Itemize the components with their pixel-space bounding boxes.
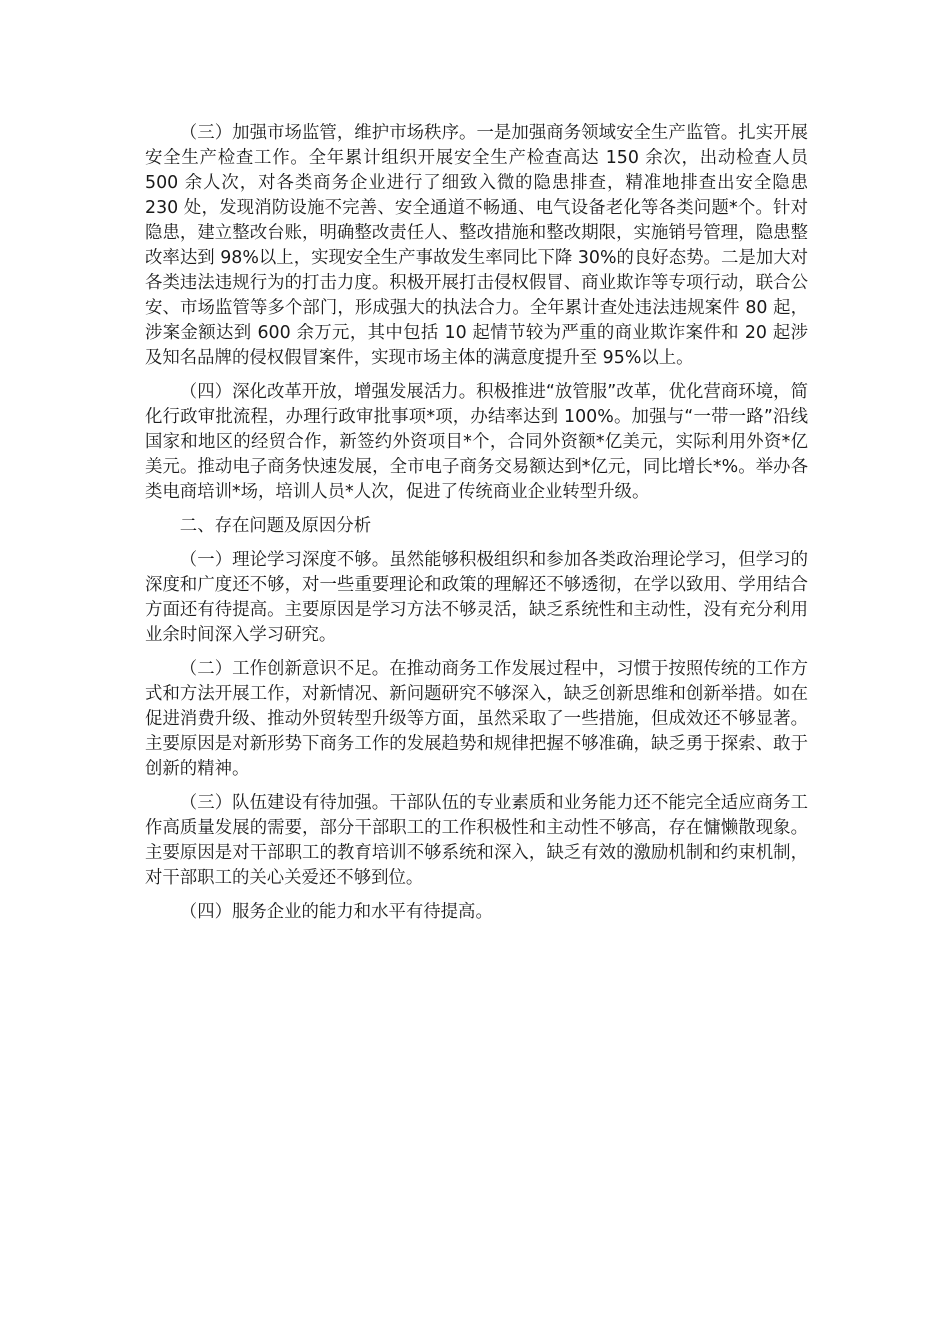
paragraph-service-enterprise: （四）服务企业的能力和水平有待提高。 bbox=[179, 902, 493, 922]
paragraph-innovation: （二）工作创新意识不足。在推动商务工作发展过程中，习惯于按照传统的工作方式和方法开展工作，对新情况、新问题研究不够深入，缺乏创新思维和创新举措。如在促进消费升级、推动外贸转型升级等方面，虽然采取了一些措施，但成效还不够显著。主要原因是对新形势下商务工作的发展趋势和规律把握不够准确，缺乏勇于探索、敢于创新的精神。 bbox=[145, 659, 808, 779]
document-page bbox=[145, 121, 814, 934]
section-heading-problems: 二、存在问题及原因分析 bbox=[179, 516, 372, 536]
paragraph-reform-opening: （四）深化改革开放，增强发展活力。积极推进“放管服”改革，优化营商环境，简化行政审批流程，办理行政审批事项*项，办结率达到 100%。加强与“一带一路”沿线国家和地区的经贸合作，新签约外资项目*个，合同外资额*亿美元，实际利用外资*亿美元。推动电子商务快速发展，全市电子商务交易额达到*亿元，同比增长*%。举办各类电商培训*场，培训人员*人次，促进了传统商业企业转型升级。 bbox=[145, 382, 808, 502]
paragraph-market-supervision: （三）加强市场监管，维护市场秩序。一是加强商务领域安全生产监管。扎实开展安全生产检查工作。全年累计组织开展安全生产检查高达 150 余次，出动检查人员 500 余人次，对各类商务企业进行了细致入微的隐患排查，精准地排查出安全隐患 230 处，发现消防设施不完善、安全通道不畅通、电气设备老化等各类问题*个。针对隐患，建立整改台账，明确整改责任人、整改措施和整改期限，实施销号管理，隐患整改率达到 98%以上，实现安全生产事故发生率同比下降 30%的良好态势。二是加大对各类违法违规行为的打击力度。积极开展打击侵权假冒、商业欺诈等专项行动，联合公安、市场监管等多个部门，形成强大的执法合力。全年累计查处违法违规案件 80 起，涉案金额达到 600 余万元，其中包括 10 起情节较为严重的商业欺诈案件和 20 起涉及知名品牌的侵权假冒案件，实现市场主体的满意度提升至 95%以上。 bbox=[145, 123, 814, 368]
paragraph-team-building: （三）队伍建设有待加强。干部队伍的专业素质和业务能力还不能完全适应商务工作高质量发展的需要，部分干部职工的工作积极性和主动性不够高，存在慵懒散现象。主要原因是对干部职工的教育培训不够系统和深入，缺乏有效的激励机制和约束机制，对干部职工的关心关爱还不够到位。 bbox=[145, 793, 808, 888]
paragraph-theory-study: （一）理论学习深度不够。虽然能够积极组织和参加各类政治理论学习，但学习的深度和广度还不够，对一些重要理论和政策的理解还不够透彻，在学以致用、学用结合方面还有待提高。主要原因是学习方法不够灵活，缺乏系统性和主动性，没有充分利用业余时间深入学习研究。 bbox=[145, 550, 808, 645]
